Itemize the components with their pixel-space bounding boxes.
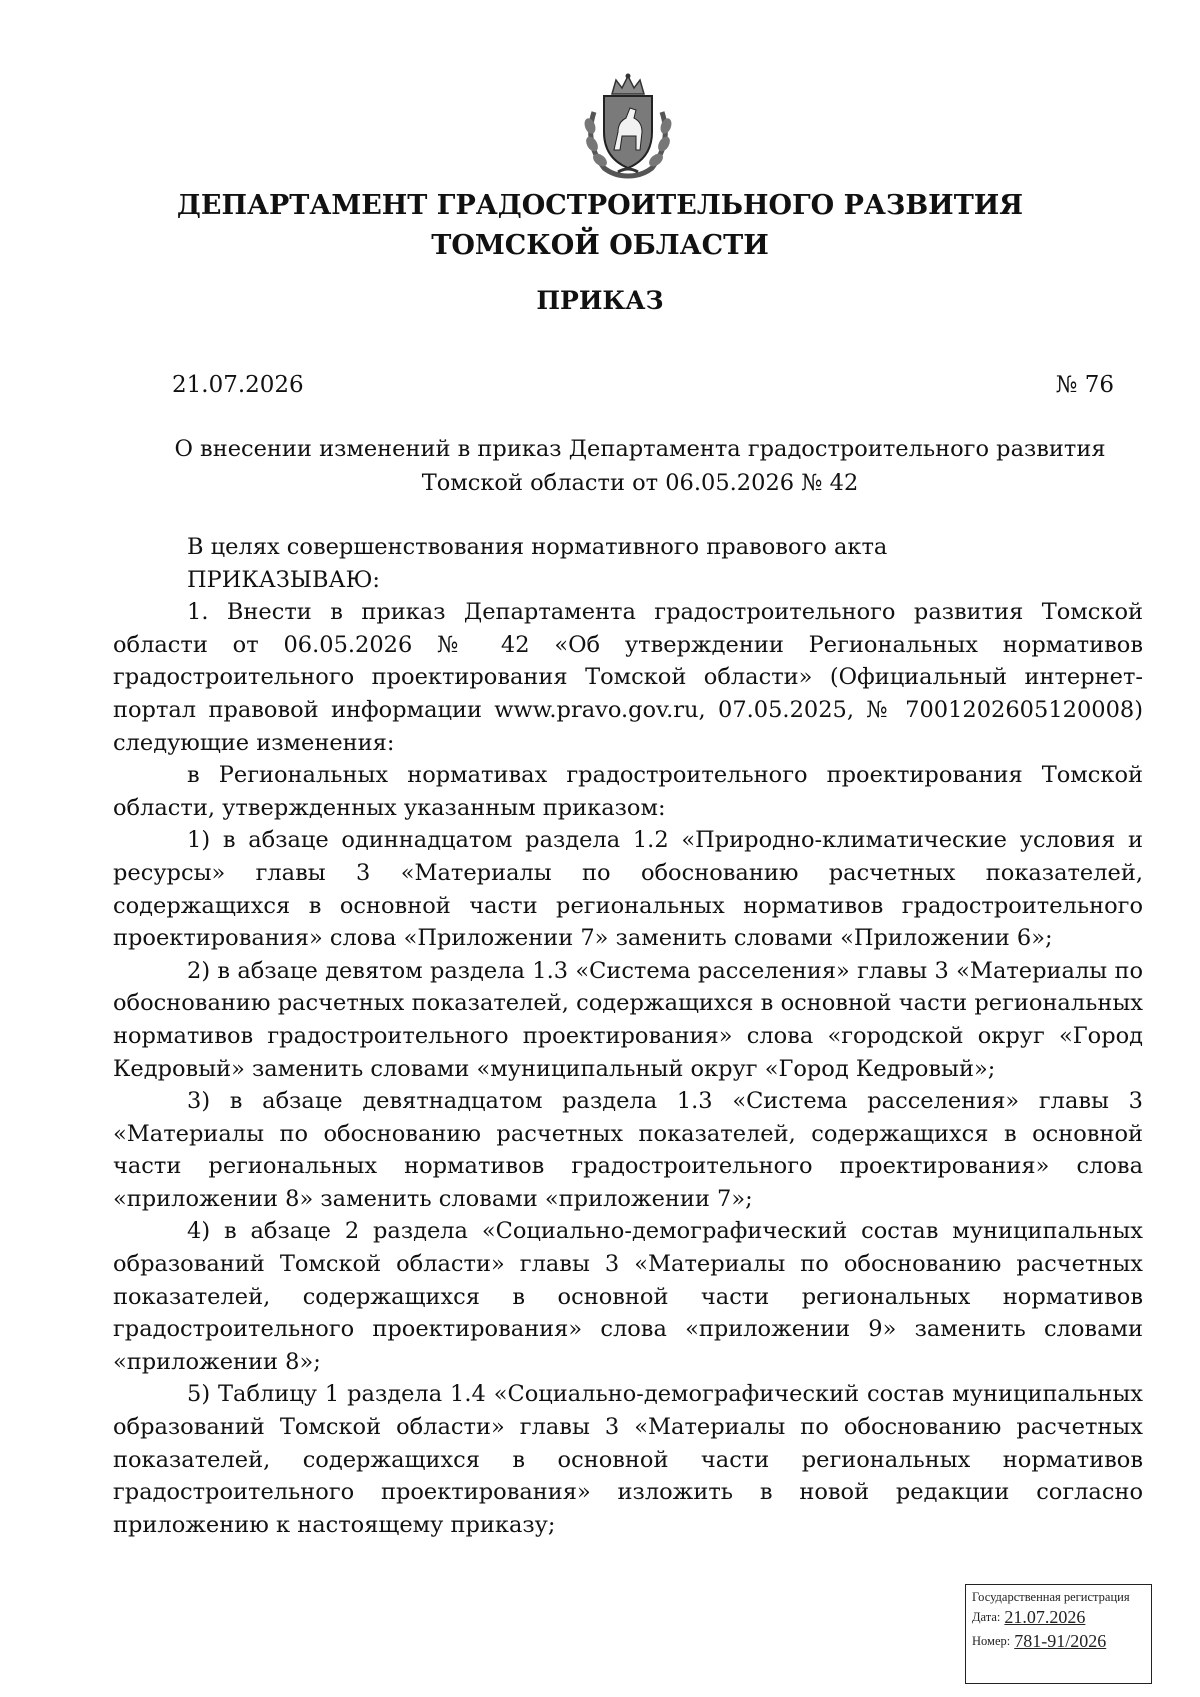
amendment-3-paragraph: 3) в абзаце девятнадцатом раздела 1.3 «Система расселения» главы 3 «Материалы по обоснованию расчетных показателей, содержащихся в основной части региональных нормативов градостроительного проектирования» слова «приложении 8» заменить словами «приложении 7»; xyxy=(113,1088,1143,1212)
amendment-4-paragraph: 4) в абзаце 2 раздела «Социально-демографический состав муниципальных образований Томской области» главы 3 «Материалы по обоснованию расчетных показателей, содержащихся в основной части региональных нормативов градостроительного проектирования» слова «приложении 9» заменить словами «приложении 8»; xyxy=(113,1218,1143,1375)
department-name xyxy=(0,186,1200,266)
order-body xyxy=(113,531,1143,1541)
order-number: № 76 xyxy=(1055,372,1114,398)
department-name-line2: ТОМСКОЙ ОБЛАСТИ xyxy=(431,230,769,261)
registration-date-label: Дата: xyxy=(972,1610,1001,1624)
registration-number-value: 781-91/2026 xyxy=(1014,1631,1107,1651)
document-type: ПРИКАЗ xyxy=(536,286,664,315)
order-subject-line2: Томской области от 06.05.2026 № 42 xyxy=(421,470,859,496)
registration-date-value: 21.07.2026 xyxy=(1004,1607,1086,1627)
amendment-5-paragraph: 5) Таблицу 1 раздела 1.4 «Социально-демографический состав муниципальных образований Томской области» главы 3 «Материалы по обоснованию расчетных показателей, содержащихся в основной части региональных нормативов градостроительного проектирования» изложить в новой редакции согласно приложению к настоящему приказу; xyxy=(113,1381,1143,1538)
registration-number-label: Номер: xyxy=(972,1634,1011,1648)
order-directive: ПРИКАЗЫВАЮ: xyxy=(187,566,380,593)
preamble-paragraph: В целях совершенствования нормативного правового акта xyxy=(187,534,888,560)
department-name-line1: ДЕПАРТАМЕНТ ГРАДОСТРОИТЕЛЬНОГО РАЗВИТИЯ xyxy=(176,190,1024,221)
registration-title: Государственная регистрация xyxy=(972,1590,1130,1604)
amendment-1-paragraph: 1) в абзаце одиннадцатом раздела 1.2 «Природно-климатические условия и ресурсы» главы 3 «Материалы по обоснованию расчетных показателей, содержащихся в основной части региональных нормативов градостроительного проектирования» слова «Приложении 7» заменить словами «Приложении 6»; xyxy=(113,827,1143,952)
order-date: 21.07.2026 xyxy=(172,372,304,398)
clause-1-paragraph: 1. Внести в приказ Департамента градостроительного развития Томской области от 06.05.2026 № 42 «Об утверждении Региональных нормативов градостроительного проектирования Томской области» (Официальный интернет-портал правовой информации www.pravo.gov.ru, 07.05.2025, № 7001202605120008) следующие изменения: xyxy=(113,599,1143,756)
amendments-intro-paragraph: в Региональных нормативах градостроительного проектирования Томской области, утвержденных указанным приказом: xyxy=(113,762,1143,821)
registration-stamp xyxy=(965,1584,1152,1684)
amendment-2-paragraph: 2) в абзаце девятом раздела 1.3 «Система расселения» главы 3 «Материалы по обоснованию расчетных показателей, содержащихся в основной части региональных нормативов градостроительного проектирования» слова «городской округ «Город Кедровый» заменить словами «муниципальный округ «Город Кедровый»; xyxy=(113,957,1143,1082)
order-subject-line1: О внесении изменений в приказ Департамента градостроительного развития xyxy=(174,436,1106,462)
order-subject xyxy=(150,432,1130,500)
coat-of-arms-icon xyxy=(574,72,682,180)
